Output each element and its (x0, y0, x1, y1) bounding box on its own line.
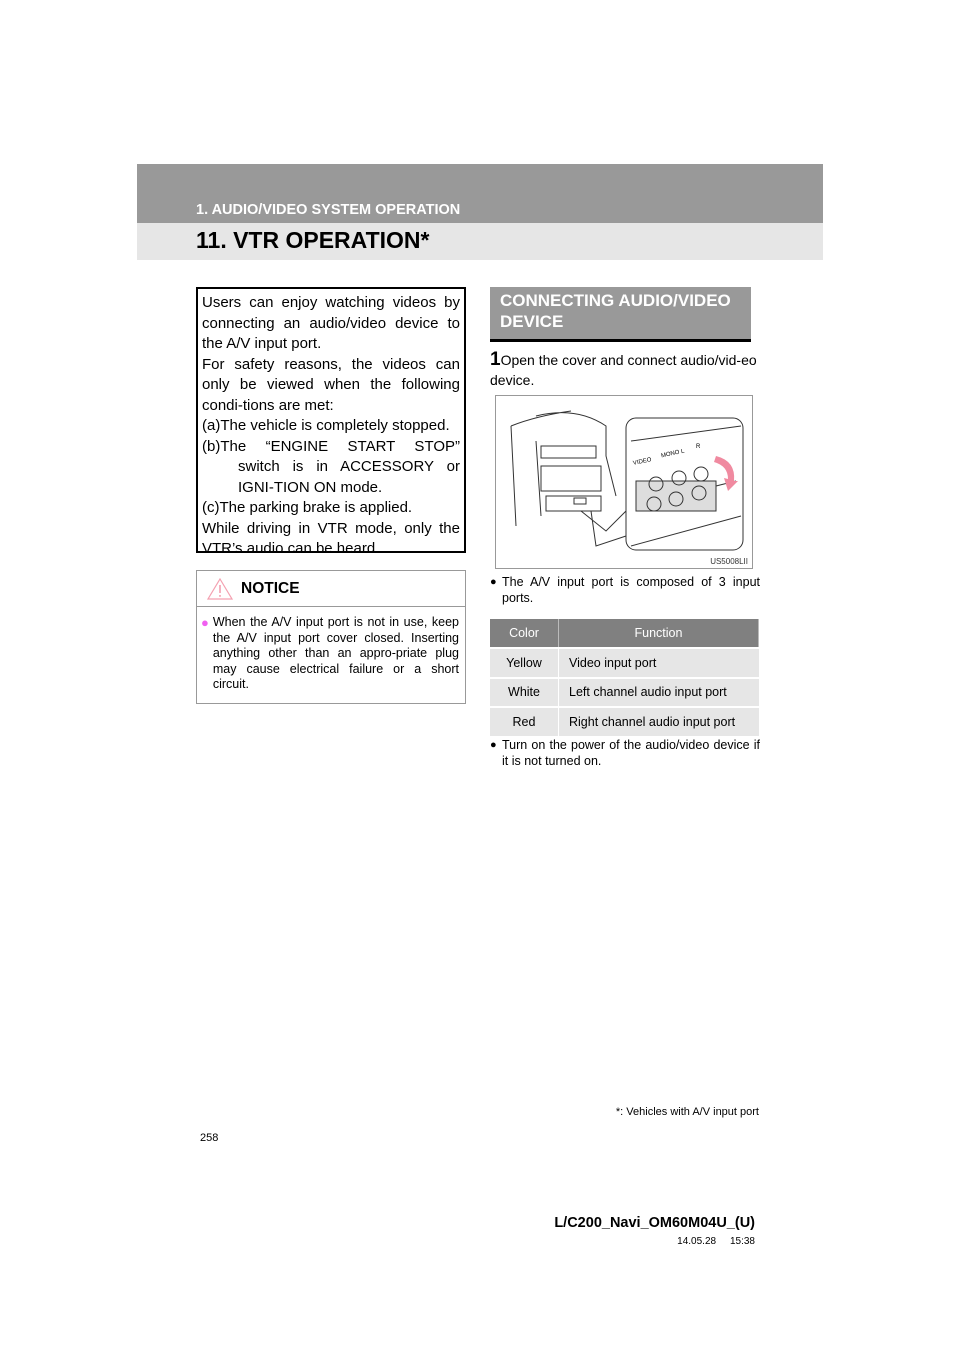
notice-text: When the A/V input port is not in use, keep the A/V input port cover closed. Inserting anything other than an appro-priate plug may cause electrical failure or a short circuit. (212, 615, 459, 691)
table-row (490, 678, 759, 708)
condition-b: (b)The “ENGINE START STOP” switch is in ACCESSORY or IGNI-TION ON mode. (202, 437, 460, 496)
condition-a: (a)The vehicle is completely stopped. (202, 417, 450, 435)
intro-paragraph: For safety reasons, the videos can only be viewed when the following condi-tions are met: (202, 355, 460, 414)
bullet-text: Turn on the power of the audio/video device if it is not turned on. (502, 738, 760, 768)
table-row (490, 648, 759, 678)
port-color-table (490, 619, 759, 736)
bullet-icon: ● (490, 739, 497, 751)
color-cell: White (490, 678, 559, 708)
footnote: *: Vehicles with A/V input port (615, 1106, 759, 1118)
bullet-item (490, 575, 760, 606)
page-number: 258 (200, 1132, 219, 1144)
function-cell: Right channel audio input port (559, 707, 759, 736)
step-1 (490, 350, 760, 390)
intro-box (196, 287, 466, 558)
function-cell: Left channel audio input port (559, 678, 759, 708)
warning-icon (207, 578, 233, 600)
condition-c: (c)The parking brake is applied. (202, 499, 413, 517)
bullet-icon: ● (201, 615, 209, 630)
table-row (490, 707, 759, 736)
notice-title: NOTICE (241, 579, 300, 597)
document-code: L/C200_Navi_OM60M04U_(U) (554, 1215, 755, 1231)
notice-box (196, 570, 466, 704)
step-text: Open the cover and connect audio/vid-eo device. (490, 352, 757, 388)
figure-label-r: R (696, 444, 701, 450)
step-number: 1 (490, 349, 501, 370)
column-header: Function (559, 619, 759, 648)
page-title: 11. VTR OPERATION* (196, 227, 430, 253)
section-title: 1. AUDIO/VIDEO SYSTEM OPERATION (196, 202, 461, 218)
function-cell: Video input port (559, 648, 759, 678)
bullet-text: The A/V input port is composed of 3 input ports. (502, 575, 760, 605)
bullet-item (490, 738, 760, 769)
figure-id: US5008LII (710, 557, 748, 566)
figure-label-video: VIDEO (632, 457, 653, 467)
timestamp: 14.05.28 15:38 (677, 1236, 755, 1247)
intro-paragraph: While driving in VTR mode, only the VTR’s audio can be heard. (202, 519, 460, 558)
table-header-row (490, 619, 759, 648)
bullet-icon: ● (490, 576, 497, 588)
av-port-illustration (495, 395, 753, 569)
color-cell: Red (490, 707, 559, 736)
illustration-drawing (496, 396, 752, 568)
subsection-header: CONNECTING AUDIO/VIDEO DEVICE (490, 287, 751, 342)
column-header: Color (490, 619, 559, 648)
color-cell: Yellow (490, 648, 559, 678)
intro-paragraph: Users can enjoy watching videos by connecting an audio/video device to the A/V input port. (202, 294, 460, 352)
figure-label-mono-l: MONO L (660, 448, 686, 460)
